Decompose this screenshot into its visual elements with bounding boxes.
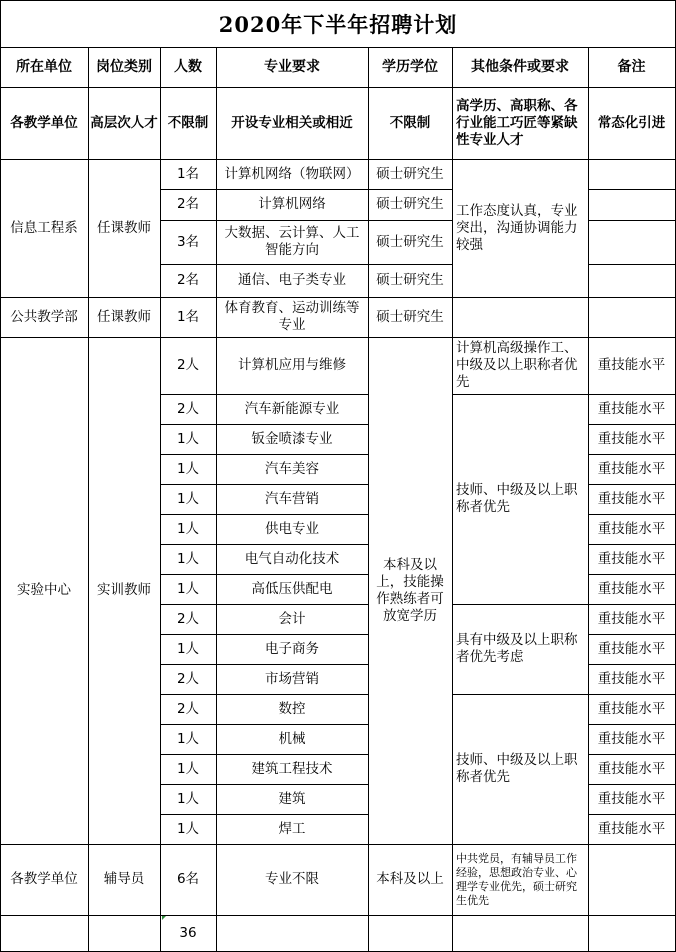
major-requirement: 计算机网络 [258, 196, 326, 212]
headcount: 1名 [176, 165, 200, 182]
major-requirement: 汽车新能源专业 [244, 400, 340, 417]
degree-requirement: 硕士研究生 [376, 272, 444, 288]
headcount: 1人 [176, 580, 200, 597]
remark: 重技能水平 [597, 460, 666, 477]
condition-text: 工作态度认真，专业突出，沟通协调能力较强 [456, 202, 578, 253]
headcount: 1人 [176, 520, 200, 537]
talent-note: 常态化引进 [597, 114, 666, 131]
condition-text: 技师、中级及以上职称者优先 [456, 482, 578, 515]
headcount: 1人 [176, 430, 200, 447]
total-headcount: 36 [179, 924, 197, 941]
headcount: 2人 [176, 670, 200, 687]
headcount: 1人 [176, 460, 200, 477]
column-header: 其他条件或要求 [471, 58, 569, 75]
headcount: 6名 [176, 871, 200, 887]
column-header: 学历学位 [382, 58, 438, 75]
major-requirement: 计算机网络（物联网） [224, 165, 360, 182]
condition-text: 中共党员，有辅导员工作经验，思想政治专业、心理学专业优先，硕士研究生优先 [456, 851, 577, 907]
major-requirement: 汽车美容 [265, 460, 319, 477]
headcount: 2名 [176, 272, 200, 288]
talent-unit: 各教学单位 [10, 114, 78, 131]
column-header: 专业要求 [264, 58, 320, 75]
page-title: 2020年下半年招聘计划 [218, 11, 458, 37]
job-category: 任课教师 [97, 308, 151, 325]
condition-text: 具有中级及以上职称者优先考虑 [456, 632, 578, 665]
headcount: 1人 [176, 820, 200, 837]
major-requirement: 通信、电子类专业 [238, 272, 346, 288]
major-requirement: 电气自动化技术 [244, 550, 340, 567]
headcount: 1人 [176, 760, 200, 777]
job-category: 辅导员 [103, 871, 145, 887]
remark: 重技能水平 [597, 610, 666, 627]
headcount: 2名 [176, 196, 200, 212]
talent-major: 开设专业相关或相近 [231, 114, 353, 131]
headcount: 1人 [176, 790, 200, 807]
column-header: 岗位类别 [96, 58, 152, 75]
remark: 重技能水平 [597, 520, 666, 537]
degree-requirement: 硕士研究生 [376, 233, 444, 250]
remark: 重技能水平 [597, 820, 666, 837]
remark: 重技能水平 [597, 400, 666, 417]
major-requirement: 汽车营销 [265, 490, 319, 507]
remark: 重技能水平 [597, 580, 666, 597]
unit-name: 实验中心 [17, 582, 71, 598]
headcount: 2人 [176, 357, 200, 373]
degree-requirement: 硕士研究生 [376, 308, 444, 325]
column-header: 所在单位 [16, 58, 72, 75]
major-requirement: 建筑 [278, 790, 306, 807]
headcount: 2人 [176, 610, 200, 627]
column-header: 备注 [617, 58, 646, 75]
remark: 重技能水平 [597, 670, 666, 687]
major-requirement: 市场营销 [265, 670, 319, 687]
major-requirement: 建筑工程技术 [251, 760, 333, 777]
degree-requirement: 硕士研究生 [376, 196, 444, 212]
unit-name: 公共教学部 [10, 308, 78, 325]
job-category: 实训教师 [97, 582, 151, 598]
remark: 重技能水平 [597, 790, 666, 807]
major-requirement: 数控 [278, 700, 306, 717]
degree-requirement: 硕士研究生 [376, 165, 444, 182]
remark: 重技能水平 [597, 700, 666, 717]
remark: 重技能水平 [597, 730, 666, 747]
grid-line [588, 189, 676, 190]
major-requirement: 大数据、云计算、人工智能方向 [224, 225, 360, 258]
grid-line [588, 220, 676, 221]
grid-line [588, 264, 676, 265]
major-requirement: 供电专业 [265, 520, 319, 537]
remark: 重技能水平 [597, 490, 666, 507]
remark: 重技能水平 [597, 430, 666, 447]
headcount: 1人 [176, 490, 200, 507]
unit-name: 各教学单位 [10, 871, 78, 887]
remark: 重技能水平 [597, 550, 666, 567]
headcount: 1人 [176, 730, 200, 747]
major-requirement: 体育教育、运动训练等专业 [224, 300, 360, 333]
talent-count: 不限制 [167, 114, 209, 131]
major-requirement: 机械 [278, 730, 306, 747]
talent-degree: 不限制 [389, 114, 431, 131]
headcount: 1人 [176, 640, 200, 657]
grid-line [0, 915, 676, 916]
headcount: 2人 [176, 400, 200, 417]
major-requirement: 专业不限 [265, 871, 319, 887]
unit-name: 信息工程系 [10, 219, 78, 236]
major-requirement: 会计 [278, 610, 306, 627]
degree-requirement: 本科及以上 [376, 871, 444, 887]
major-requirement: 计算机应用与维修 [238, 357, 346, 373]
remark: 重技能水平 [597, 357, 666, 373]
job-category: 任课教师 [97, 219, 151, 236]
grid-line [0, 0, 676, 1]
headcount: 1人 [176, 550, 200, 567]
major-requirement: 电子商务 [265, 640, 319, 657]
column-header: 人数 [174, 58, 202, 75]
headcount: 1名 [176, 308, 200, 325]
talent-category: 高层次人才 [90, 114, 158, 131]
cell-marker-icon [162, 916, 166, 920]
condition-text: 技师、中级及以上职称者优先 [456, 752, 578, 785]
remark: 重技能水平 [597, 640, 666, 657]
remark: 重技能水平 [597, 760, 666, 777]
headcount: 2人 [176, 700, 200, 717]
talent-condition: 高学历、高职称、各行业能工巧匠等紧缺性专业人才 [456, 97, 578, 148]
degree-requirement: 本科及以上，技能操作熟练者可放宽学历 [376, 556, 444, 624]
major-requirement: 钣金喷漆专业 [251, 430, 333, 447]
condition-text: 计算机高级操作工、中级及以上职称者优先 [456, 340, 578, 390]
major-requirement: 焊工 [278, 820, 306, 837]
major-requirement: 高低压供配电 [251, 580, 333, 597]
headcount: 3名 [176, 233, 200, 250]
